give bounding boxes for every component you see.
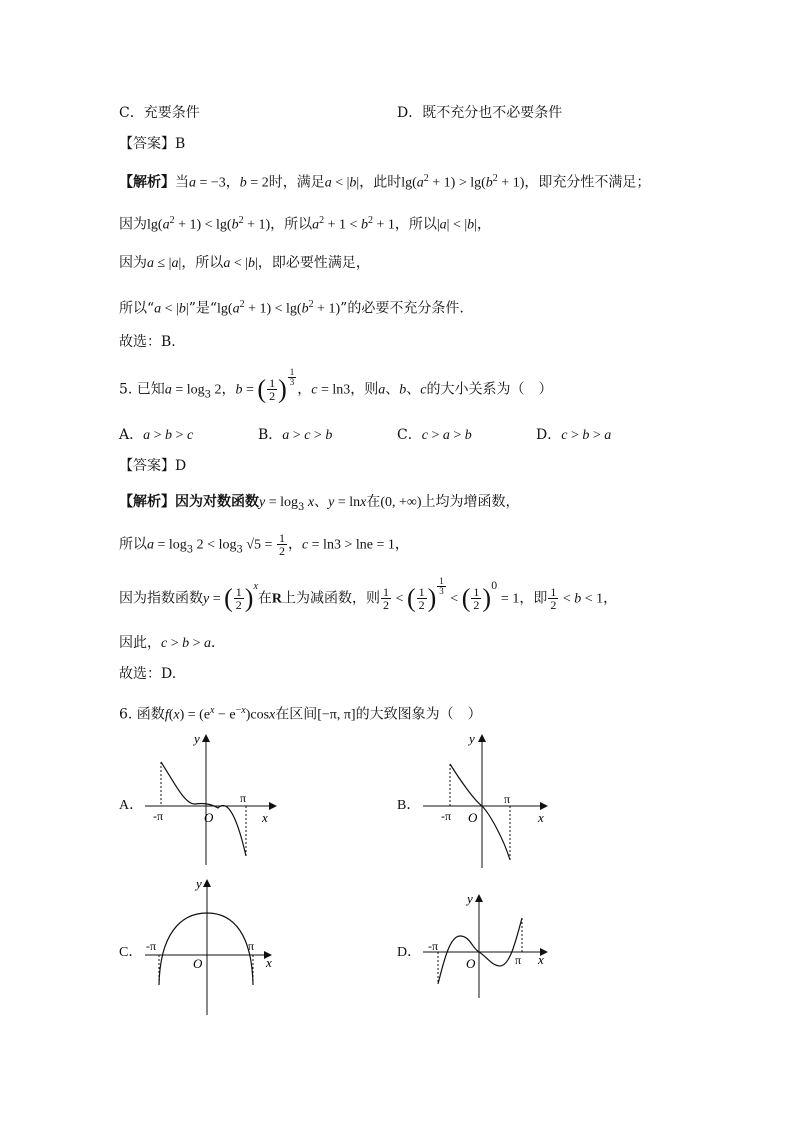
q6-stem: 6. 函数$f(x) = (e^x - e^{-x})\cos x$在区间[−π, π]的大致图象为（ ） xyxy=(119,705,482,723)
q5-option-d: D．c > b > a xyxy=(536,427,612,443)
q5-solution-line-2: 所以$a = \log_3 2 < \log_3 √5$ = $\frac{1}{2}$ ，c = ln3 > lne = 1， xyxy=(119,531,409,558)
q4-solution-line-1: 【解析】当a = −3，b = 2时，满足a < |b|，此时$\lg(a^2 + 1) > \lg(b^2 + 1)$，即充分性不满足； xyxy=(119,173,651,191)
origin-label: O xyxy=(204,810,214,825)
curve-a xyxy=(161,762,246,856)
answer-q4: 【答案】B xyxy=(119,136,186,152)
q5-option-c: C．c > a > b xyxy=(397,427,472,443)
origin-label: O xyxy=(468,810,478,825)
q5-solution-line-3: 因为指数函数y = ( $\frac{1}{2}$ )$^x$在R上为减函数，则 $\frac{1}{2}$ < ( $\frac{1}{2}$ ) $^{\frac{1}{3}}$ < ( $\frac{1}{2}$ )$^0$ = 1，即 $\frac{1}{2}$ < b < 1， xyxy=(119,576,618,613)
q5-option-b: B．a > c > b xyxy=(258,427,333,443)
neg-pi-label: -π xyxy=(146,939,157,953)
q5-option-a: A．a > b > c xyxy=(119,427,194,443)
graph-c xyxy=(140,875,280,1020)
pi-label: π xyxy=(248,939,255,953)
y-axis-label: y xyxy=(469,731,475,746)
q4-solution-line-4: 所以“a < |b|”是“$\lg(a^2 + 1) < \lg(b^2 + 1)$”的必要不充分条件. xyxy=(119,299,464,317)
y-axis-label: y xyxy=(467,891,473,906)
curve-c xyxy=(159,913,253,985)
x-axis-label: x xyxy=(266,955,272,970)
q5-choose: 故选：D. xyxy=(119,666,177,682)
graph-d xyxy=(418,890,558,1005)
graph-b xyxy=(418,730,563,870)
pi-label: π xyxy=(504,792,511,806)
graph-a-label: A． xyxy=(119,798,144,813)
option-c: C．充要条件 xyxy=(119,105,200,121)
graph-c-label: C． xyxy=(119,945,143,960)
curve-b xyxy=(450,764,510,860)
y-axis-label: y xyxy=(194,731,200,746)
origin-label: O xyxy=(193,956,203,971)
y-axis-label: y xyxy=(196,876,202,891)
q4-solution-line-2: 因为$\lg(a^2 + 1) < \lg(b^2 + 1)$，所以$a^2 + 1 < b^2 + 1$，所以|a| < |b|， xyxy=(119,215,491,233)
answer-q5: 【答案】D xyxy=(119,458,187,474)
q4-choose: 故选：B. xyxy=(119,334,176,350)
neg-pi-label: -π xyxy=(441,809,452,823)
graph-a xyxy=(140,730,285,870)
q4-solution-line-3: 因为a ≤ |a|，所以a < |b|，即必要性满足， xyxy=(119,255,370,271)
pi-label: π xyxy=(240,791,247,805)
q5-solution-line-1: 【解析】因为对数函数$y = \log_3 x$、y = lnx在(0, +∞)上均为增函数， xyxy=(119,494,520,513)
q5-stem: 5. 已知$a = \log_3 2$，b = ( $\frac{1}{2}$ ) $^{\frac{1}{3}}$ ，c = ln3，则a、b、c的大小关系为（ ） xyxy=(119,367,553,404)
pi-label: π xyxy=(515,953,522,967)
x-axis-label: x xyxy=(538,952,544,967)
x-axis-label: x xyxy=(538,810,544,825)
neg-pi-label: -π xyxy=(153,809,164,823)
curve-d xyxy=(438,918,522,984)
origin-label: O xyxy=(466,956,476,971)
option-d: D．既不充分也不必要条件 xyxy=(397,105,563,121)
graph-d-label: D． xyxy=(397,945,422,960)
neg-pi-label: -π xyxy=(428,939,439,953)
graph-b-label: B． xyxy=(397,798,421,813)
x-axis-label: x xyxy=(262,810,268,825)
q5-solution-line-4: 因此，c > b > a． xyxy=(119,635,226,651)
